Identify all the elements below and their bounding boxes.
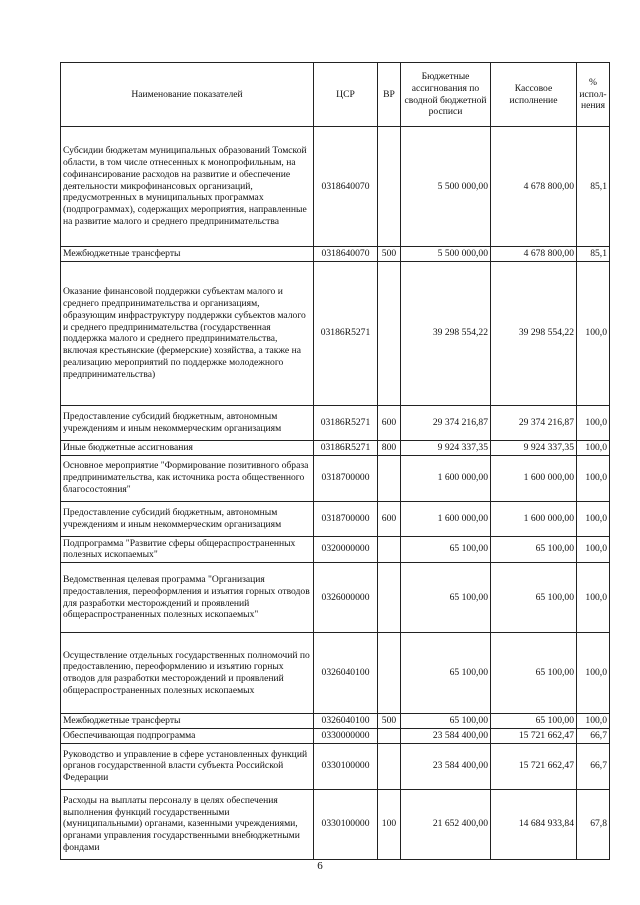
row-percent: 100,0: [577, 714, 610, 729]
row-vr: 100: [378, 789, 401, 859]
row-name: Основное мероприятие "Формирование позитивного образа предпринимательства, как источника роста общественного благосостояния": [61, 455, 314, 501]
row-percent: 100,0: [577, 536, 610, 563]
table-row: [61, 633, 610, 714]
row-cash: 1 600 000,00: [491, 501, 577, 536]
row-percent: 100,0: [577, 455, 610, 501]
row-vr: [378, 563, 401, 633]
row-assigned: 65 100,00: [401, 633, 491, 714]
header-percent: % испол-нения: [577, 63, 610, 127]
row-percent: 100,0: [577, 501, 610, 536]
row-assigned: 39 298 554,22: [401, 261, 491, 405]
table-row: [61, 501, 610, 536]
row-csr: 0318640070: [314, 247, 378, 262]
row-name: Подпрограмма "Развитие сферы общераспространенных полезных ископаемых": [61, 536, 314, 563]
row-cash: 4 678 800,00: [491, 127, 577, 247]
row-cash: 9 924 337,35: [491, 440, 577, 455]
table-row: [61, 728, 610, 743]
row-assigned: 65 100,00: [401, 536, 491, 563]
row-cash: 65 100,00: [491, 563, 577, 633]
row-csr: 0326000000: [314, 563, 378, 633]
row-name: Межбюджетные трансферты: [61, 247, 314, 262]
row-cash: 15 721 662,47: [491, 743, 577, 789]
row-percent: 85,1: [577, 127, 610, 247]
row-name: Предоставление субсидий бюджетным, автономным учреждениям и иным некоммерческим организациям: [61, 501, 314, 536]
row-name: Ведомственная целевая программа "Организация предоставления, переоформления и изъятия горных отводов для разработки месторождений и проявлений общераспространенных полезных ископаемых": [61, 563, 314, 633]
row-vr: [378, 536, 401, 563]
row-percent: 100,0: [577, 633, 610, 714]
row-cash: 1 600 000,00: [491, 455, 577, 501]
table-row: [61, 743, 610, 789]
row-vr: 600: [378, 501, 401, 536]
row-percent: 100,0: [577, 440, 610, 455]
row-vr: [378, 127, 401, 247]
row-cash: 4 678 800,00: [491, 247, 577, 262]
table-row: [61, 440, 610, 455]
header-name: Наименование показателей: [61, 63, 314, 127]
row-name: Предоставление субсидий бюджетным, автономным учреждениям и иным некоммерческим организациям: [61, 405, 314, 440]
row-cash: 39 298 554,22: [491, 261, 577, 405]
row-name: Обеспечивающая подпрограмма: [61, 728, 314, 743]
row-csr: 0320000000: [314, 536, 378, 563]
row-vr: [378, 633, 401, 714]
row-assigned: 9 924 337,35: [401, 440, 491, 455]
table-body: [61, 127, 610, 860]
row-name: Субсидии бюджетам муниципальных образований Томской области, в том числе отнесенных к монопрофильным, на софинансирование расходов на развитие и обеспечение деятельности микрофинансовых организаций, предусмотренных в муниципальных программах (подпрограммах), содержащих мероприятия, направленные на развитие малого и среднего предпринимательства: [61, 127, 314, 247]
row-vr: 800: [378, 440, 401, 455]
table-row: [61, 261, 610, 405]
row-cash: 29 374 216,87: [491, 405, 577, 440]
row-cash: 15 721 662,47: [491, 728, 577, 743]
row-assigned: 1 600 000,00: [401, 501, 491, 536]
row-assigned: 65 100,00: [401, 714, 491, 729]
table-row: [61, 789, 610, 859]
row-percent: 100,0: [577, 405, 610, 440]
row-vr: 600: [378, 405, 401, 440]
table-header-row: [61, 63, 610, 127]
row-assigned: 23 584 400,00: [401, 743, 491, 789]
row-csr: 0326040100: [314, 633, 378, 714]
row-vr: 500: [378, 714, 401, 729]
row-vr: [378, 743, 401, 789]
header-csr: ЦСР: [314, 63, 378, 127]
row-name: Иные бюджетные ассигнования: [61, 440, 314, 455]
row-assigned: 5 500 000,00: [401, 247, 491, 262]
row-csr: 0318700000: [314, 455, 378, 501]
row-assigned: 21 652 400,00: [401, 789, 491, 859]
row-name: Расходы на выплаты персоналу в целях обеспечения выполнения функций государственными (муниципальными) органами, казенными учреждениями, органами управления государственными внебюджетными фондами: [61, 789, 314, 859]
row-csr: 03186R5271: [314, 440, 378, 455]
row-vr: [378, 728, 401, 743]
row-percent: 67,8: [577, 789, 610, 859]
row-assigned: 23 584 400,00: [401, 728, 491, 743]
table-row: [61, 455, 610, 501]
row-name: Осуществление отдельных государственных полномочий по предоставлению, переоформлению и изъятию горных отводов для разработки месторождений и проявлений общераспространенных полезных ископаемых: [61, 633, 314, 714]
row-percent: 85,1: [577, 247, 610, 262]
row-csr: 0330100000: [314, 743, 378, 789]
row-csr: 0330000000: [314, 728, 378, 743]
row-vr: [378, 455, 401, 501]
row-csr: 03186R5271: [314, 261, 378, 405]
table-row: [61, 247, 610, 262]
row-csr: 0330100000: [314, 789, 378, 859]
row-name: Руководство и управление в сфере установленных функций органов государственной власти субъекта Российской Федерации: [61, 743, 314, 789]
row-cash: 65 100,00: [491, 536, 577, 563]
row-percent: 100,0: [577, 261, 610, 405]
page-number: 6: [317, 860, 323, 872]
row-assigned: 5 500 000,00: [401, 127, 491, 247]
row-cash: 65 100,00: [491, 714, 577, 729]
row-csr: 0318640070: [314, 127, 378, 247]
table-row: [61, 127, 610, 247]
row-vr: [378, 261, 401, 405]
row-percent: 66,7: [577, 728, 610, 743]
row-csr: 03186R5271: [314, 405, 378, 440]
table-row: [61, 405, 610, 440]
table-row: [61, 714, 610, 729]
row-cash: 65 100,00: [491, 633, 577, 714]
header-vr: ВР: [378, 63, 401, 127]
row-assigned: 65 100,00: [401, 563, 491, 633]
table-row: [61, 563, 610, 633]
row-name: Оказание финансовой поддержки субъектам малого и среднего предпринимательства и организациям, образующим инфраструктуру поддержки субъектов малого и среднего предпринимательства (государственная поддержка малого и среднего предпринимательства, включая крестьянские (фермерские) хозяйства, а также на реализацию мероприятий по поддержке молодежного предпринимательства): [61, 261, 314, 405]
row-csr: 0318700000: [314, 501, 378, 536]
row-assigned: 29 374 216,87: [401, 405, 491, 440]
row-name: Межбюджетные трансферты: [61, 714, 314, 729]
row-assigned: 1 600 000,00: [401, 455, 491, 501]
header-cash: Кассовое исполнение: [491, 63, 577, 127]
row-csr: 0326040100: [314, 714, 378, 729]
budget-table: [60, 62, 610, 860]
row-percent: 66,7: [577, 743, 610, 789]
row-percent: 100,0: [577, 563, 610, 633]
row-cash: 14 684 933,84: [491, 789, 577, 859]
header-assigned: Бюджетные ассигнования по сводной бюджетной росписи: [401, 63, 491, 127]
row-vr: 500: [378, 247, 401, 262]
table-row: [61, 536, 610, 563]
